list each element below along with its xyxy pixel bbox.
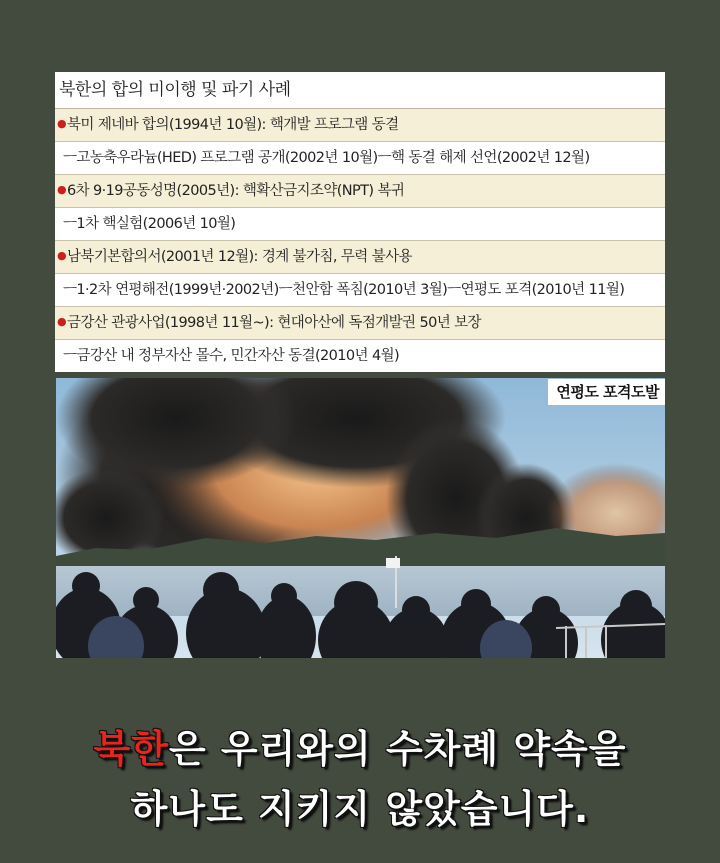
row-text: 북미 제네바 합의(1994년 10월): 핵개발 프로그램 동결	[67, 117, 399, 133]
table-rows	[55, 109, 665, 372]
table-row-detail	[55, 274, 665, 307]
row-text: ㅡ금강산 내 정부자산 몰수, 민간자산 동결(2010년 4월)	[63, 348, 400, 364]
table-row-head	[55, 241, 665, 274]
row-text: 금강산 관광사업(1998년 11월~): 현대아산에 독점개발권 50년 보장	[67, 315, 481, 331]
bullet-icon: ●	[57, 117, 66, 130]
headline-line-1-text: 은 우리와의 수차례 약속을	[168, 727, 627, 771]
row-text: 남북기본합의서(2001년 12월): 경계 불가침, 무력 불사용	[67, 249, 412, 265]
row-text: ㅡ1·2차 연평해전(1999년·2002년)ㅡ천안함 폭침(2010년 3월)ㅡ연평도 포격(2010년 11월)	[63, 282, 625, 298]
table-row-head	[55, 175, 665, 208]
headline-highlight: 북한	[93, 727, 169, 771]
table-row-detail	[55, 142, 665, 175]
photo-caption: 연평도 포격도발	[548, 379, 665, 405]
shelling-photo	[56, 378, 665, 658]
table-row-detail	[55, 340, 665, 372]
bullet-icon: ●	[57, 249, 66, 262]
row-text: 6차 9·19공동성명(2005년): 핵확산금지조약(NPT) 복귀	[67, 183, 405, 199]
bullet-icon: ●	[57, 183, 66, 196]
bullet-icon: ●	[57, 315, 66, 328]
headline-line-1	[0, 718, 720, 773]
headline-line-2: 하나도 지키지 않았습니다.	[130, 787, 590, 831]
table-row-detail	[55, 208, 665, 241]
table-row-head	[55, 307, 665, 340]
agreement-violations-table	[55, 72, 665, 369]
table-title: 북한의 합의 미이행 및 파기 사례	[55, 72, 665, 109]
table-row-head	[55, 109, 665, 142]
row-text: ㅡ고농축우라늄(HED) 프로그램 공개(2002년 10월)ㅡ핵 동결 해제 선언(2002년 12월)	[63, 150, 590, 166]
shelling-photo-illustration	[56, 378, 665, 658]
row-text: ㅡ1차 핵실험(2006년 10월)	[63, 216, 236, 232]
